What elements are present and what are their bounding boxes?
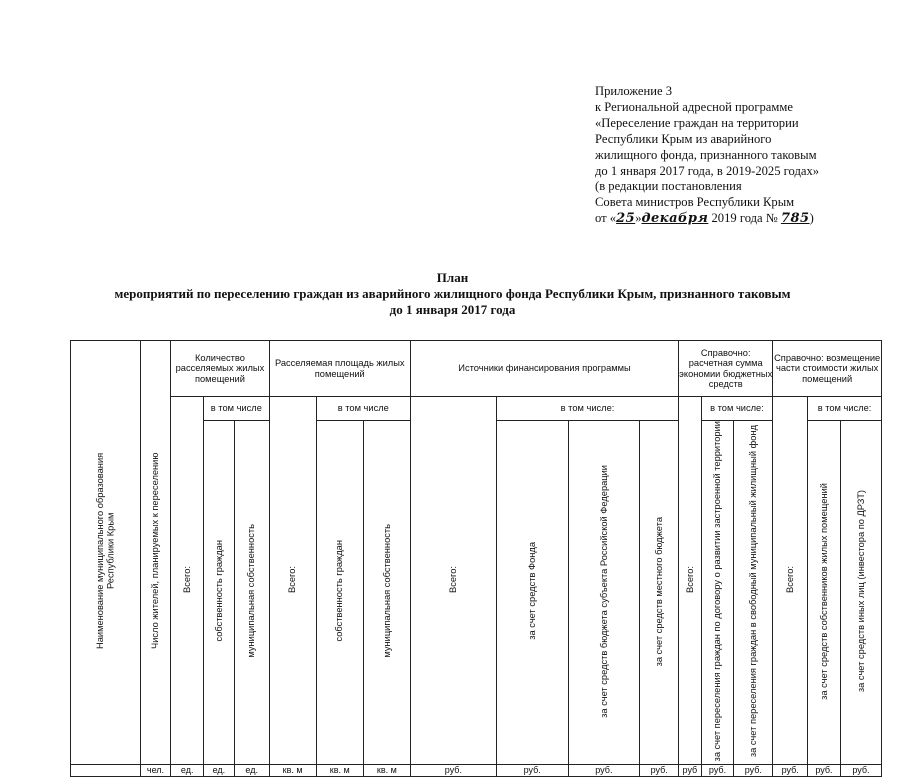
unit-cell: ед. [171,764,204,776]
count-municipal: муниципальная собственность [234,421,269,765]
savings-total: Всего: [679,397,702,765]
annex-line: (в редакции постановления [595,179,742,194]
count-including: в том числе [204,397,270,421]
header-financing: Источники финансирования программы [410,341,678,397]
unit-cell: руб [679,764,702,776]
document-title [0,270,905,318]
sources-including: в том числе: [496,397,678,421]
sources-fund: за счет средств Фонда [496,421,568,765]
header-area: Расселяемая площадь жилых помещений [269,341,410,397]
handwritten-number: 785 [780,211,810,227]
comp-including: в том числе: [808,397,882,421]
unit-cell: руб. [840,764,881,776]
unit-cell: кв. м [269,764,316,776]
header-savings: Справочно: расчетная сумма экономии бюджетных средств [679,341,773,397]
annex-line: Приложение 3 [595,84,673,98]
comp-total: Всего: [773,397,808,765]
sources-local: за счет средств местного бюджета [640,421,679,765]
annex-header [595,84,895,227]
count-total: Всего: [171,397,204,765]
annex-line: жилищного фонда, признанного таковым [595,147,817,162]
title-plan: План [436,270,469,285]
annex-line: «Переселение граждан на территории [595,115,799,130]
comp-investor: за счет средств иных лиц (инвестора по ДРЗТ) [840,421,881,765]
unit-cell: кв. м [363,764,410,776]
savings-development: за счет переселения граждан по договору о развитии застроенной территории [701,421,734,765]
date-prefix: от « [595,211,617,226]
header-compensation: Справочно: возмещение части стоимости жилых помещений [773,341,882,397]
annex-line: Республики Крым из аварийного [595,131,772,146]
date-mid: » [635,211,642,226]
unit-cell: руб. [808,764,841,776]
sources-total: Всего: [410,397,496,765]
handwritten-day: 25 [616,211,636,227]
unit-cell: руб. [734,764,773,776]
unit-cell: руб. [773,764,808,776]
annex-line: до 1 января 2017 года, в 2019-2025 годах» [595,163,820,178]
annex-line: к Региональной адресной программе [595,99,793,114]
unit-cell [71,764,141,776]
unit-cell: руб. [410,764,496,776]
title-date: до 1 января 2017 года [389,302,516,317]
annex-date-line: от «25»декабря 2019 года № 785) [595,211,814,227]
savings-free-fund: за счет переселения граждан в свободный муниципальный жилищный фонд [734,421,773,765]
sources-regional: за счет средств бюджета субъекта Российской Федерации [568,421,640,765]
unit-cell: ед. [204,764,235,776]
unit-cell: руб. [640,764,679,776]
unit-cell: чел. [140,764,171,776]
header-housing-count: Количество расселяемых жилых помещений [171,341,269,397]
area-total: Всего: [269,397,316,765]
area-citizens: собственность граждан [316,421,363,765]
unit-cell: кв. м [316,764,363,776]
unit-cell: руб. [568,764,640,776]
area-including: в том числе [316,397,410,421]
savings-including: в том числе: [701,397,773,421]
comp-owners: за счет средств собственников жилых помещений [808,421,841,765]
count-citizens: собственность граждан [204,421,235,765]
plan-table [70,340,882,777]
annex-line: Совета министров Республики Крым [595,195,795,210]
unit-cell: руб. [701,764,734,776]
unit-cell: руб. [496,764,568,776]
header-municipality: Наименование муниципального образования Республики Крым [71,341,141,765]
title-subject: мероприятий по переселению граждан из аварийного жилищного фонда Республики Крым, признанного таковым [114,286,791,301]
date-year: 2019 года № [711,211,778,226]
header-residents: Число жителей, планируемых к переселению [140,341,171,765]
area-municipal: муниципальная собственность [363,421,410,765]
handwritten-month: декабря [641,211,709,227]
unit-cell: ед. [234,764,269,776]
